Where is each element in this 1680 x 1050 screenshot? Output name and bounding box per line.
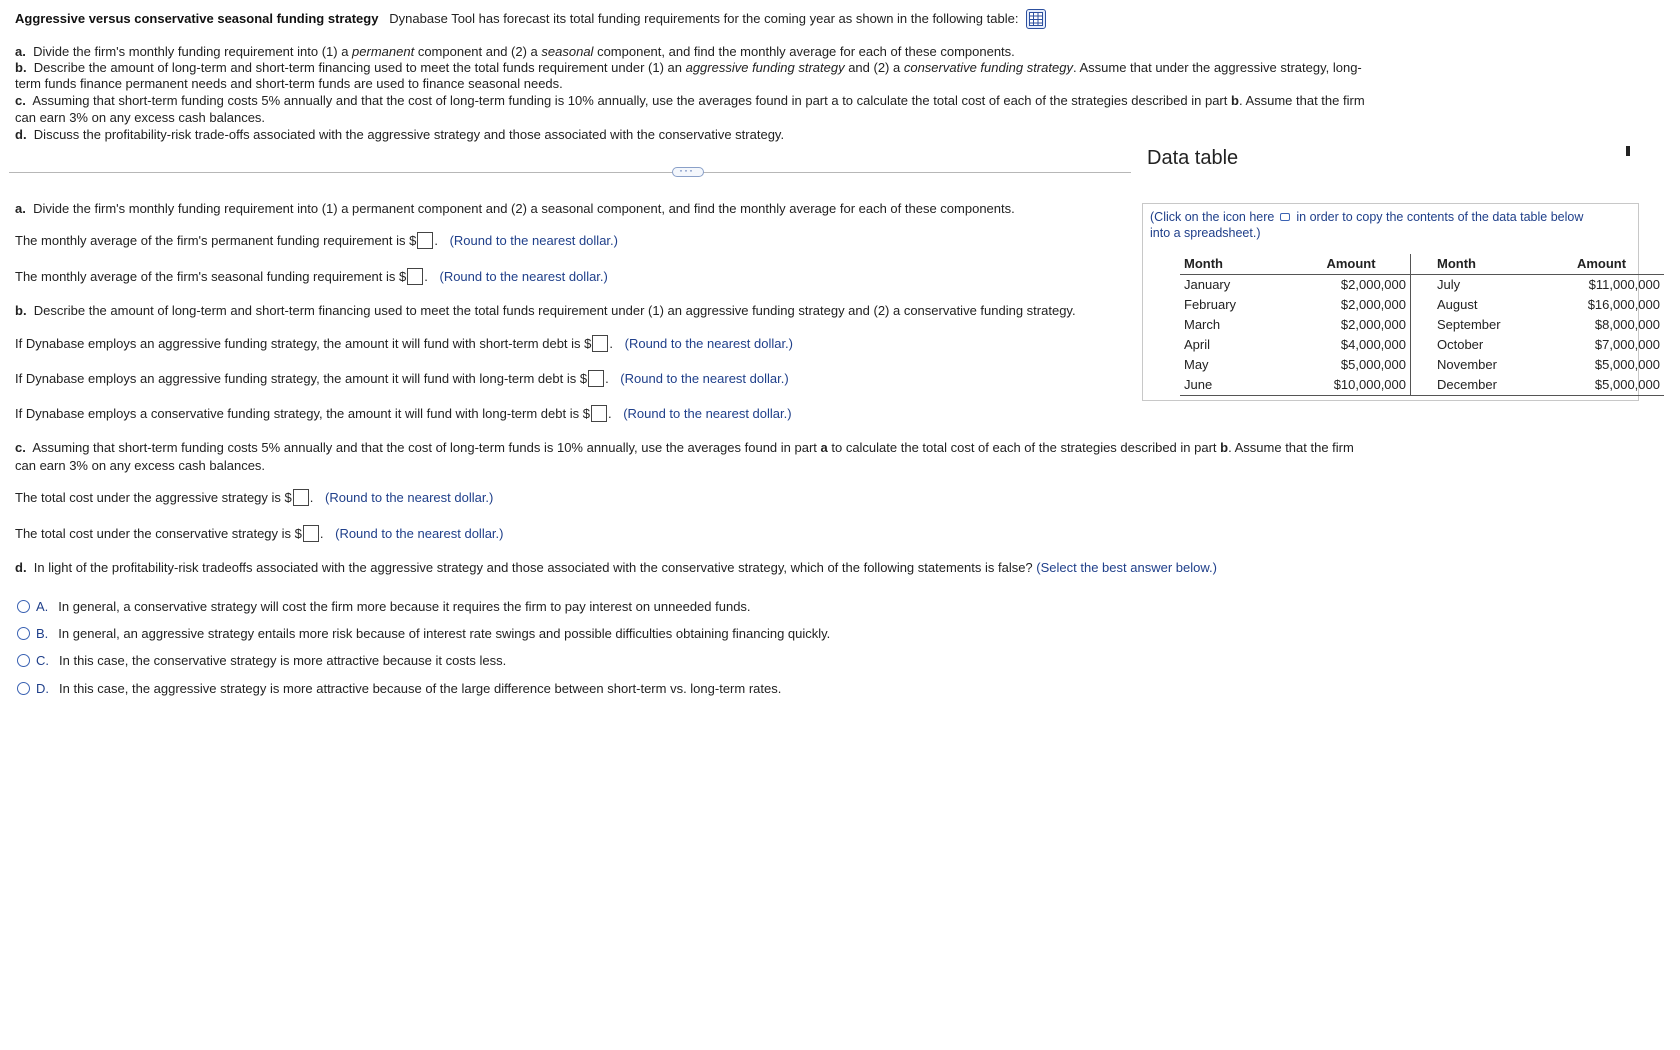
part-a-permanent-row: The monthly average of the firm's permanent funding requirement is $ . (Round to the nearest dollar.) [15,233,618,248]
intro-part-b-cont: term funds finance permanent needs and short-term funds are used to finance seasonal needs. [15,76,563,91]
problem-intro-text: Dynabase Tool has forecast its total funding requirements for the coming year as shown in the following table: [389,11,1019,26]
option-a[interactable]: A. In general, a conservative strategy will cost the firm more because it requires the firm to pay interest on unneeded funds. [17,599,751,615]
part-c-question: c. Assuming that short-term funding costs 5% annually and that the cost of long-term funds is 10% annually, use the averages found in part a to calculate the total cost of each of the strategies described in part b. Assume that the firm [15,440,1354,455]
month-cell: October [1411,335,1540,355]
table-row [1180,335,1664,355]
amount-cell: $11,000,000 [1588,277,1660,292]
section-divider [9,172,1131,173]
intro-part-c: c. Assuming that short-term funding costs 5% annually and that the cost of long-term funding is 10% annually, use the averages found in part a to calculate the total cost of each of the strategies described in part b. Assume that the firm [15,93,1365,108]
option-d-radio[interactable] [17,682,30,695]
table-row [1180,315,1664,335]
problem-title: Aggressive versus conservative seasonal funding strategy [15,11,379,26]
conservative-long-term-input[interactable] [591,405,607,422]
part-d-question: d. In light of the profitability-risk tradeoffs associated with the aggressive strategy and those associated with the conservative strategy, which of the following statements is false? (Select the best answer below.) [15,560,1217,575]
intro-part-d: d. Discuss the profitability-risk trade-offs associated with the aggressive strategy and those associated with the conservative strategy. [15,127,785,142]
month-cell: April [1184,337,1211,352]
part-c-row-2: The total cost under the conservative strategy is $ . (Round to the nearest dollar.) [15,526,504,541]
amount-cell: $5,000,000 [1340,357,1406,372]
option-a-radio[interactable] [17,600,30,613]
column-header-amount: Amount [1539,254,1664,275]
column-header-month: Month [1180,254,1292,275]
data-table-hint: (Click on the icon here in order to copy the contents of the data table below into a spreadsheet.) [1150,210,1584,240]
amount-cell: $2,000,000 [1340,317,1406,332]
permanent-average-input[interactable] [417,232,433,249]
option-b-radio[interactable] [17,627,30,640]
table-header-row [1180,254,1664,275]
amount-cell: $4,000,000 [1340,337,1406,352]
expand-button[interactable] [672,163,704,177]
funding-requirements-table [1180,254,1664,396]
amount-cell: $2,000,000 [1340,297,1406,312]
part-a-question: a. Divide the firm's monthly funding requirement into (1) a permanent component and (2) a seasonal component, and find the monthly average for each of these components. [15,201,1015,216]
seasonal-average-input[interactable] [407,268,423,285]
column-header-amount: Amount [1292,254,1411,275]
month-cell: May [1184,357,1209,372]
month-cell: March [1184,317,1221,332]
part-b-row-3: If Dynabase employs a conservative funding strategy, the amount it will fund with long-term debt is $ . (Round to the nearest dollar.) [15,406,792,421]
minimize-icon[interactable] [1626,146,1630,156]
month-cell: December [1411,375,1540,396]
amount-cell: $16,000,000 [1587,297,1660,312]
amount-cell: $8,000,000 [1594,317,1660,332]
aggressive-total-cost-input[interactable] [293,489,309,506]
part-b-row-2: If Dynabase employs an aggressive funding strategy, the amount it will fund with long-term debt is $ . (Round to the nearest dollar.) [15,371,789,386]
intro-part-b: b. Describe the amount of long-term and short-term financing used to meet the total funds requirement under (1) an aggressive funding strategy and (2) a conservative funding strategy. Assume that under the aggressive strategy, long- [15,60,1362,75]
part-b-row-1: If Dynabase employs an aggressive funding strategy, the amount it will fund with short-term debt is $ . (Round to the nearest dollar.) [15,336,794,351]
problem-header [15,8,1415,30]
table-row [1180,355,1664,375]
column-header-month: Month [1411,254,1540,275]
part-a-seasonal-row: The monthly average of the firm's seasonal funding requirement is $ . (Round to the nearest dollar.) [15,269,608,284]
data-table-icon[interactable] [1026,9,1046,29]
part-c-question-cont: can earn 3% on any excess cash balances. [15,458,266,473]
table-row [1180,375,1664,396]
intro-part-a: a. Divide the firm's monthly funding requirement into (1) a permanent component and (2) a seasonal component, and find the monthly average for each of these components. [15,44,1015,59]
part-c-row-1: The total cost under the aggressive strategy is $ . (Round to the nearest dollar.) [15,490,494,505]
month-cell: September [1411,315,1540,335]
month-cell: November [1411,355,1540,375]
amount-cell: $5,000,000 [1594,357,1660,372]
amount-cell: $2,000,000 [1340,277,1406,292]
ellipsis-icon: ··· [679,163,694,177]
table-row [1180,295,1664,315]
month-cell: February [1184,297,1237,312]
amount-cell: $5,000,000 [1539,375,1664,396]
amount-cell: $7,000,000 [1594,337,1660,352]
month-cell: January [1184,277,1231,292]
intro-part-c-cont: can earn 3% on any excess cash balances. [15,110,266,125]
copy-icon[interactable] [1280,213,1290,221]
option-c-radio[interactable] [17,654,30,667]
conservative-total-cost-input[interactable] [303,525,319,542]
option-c[interactable]: C. In this case, the conservative strategy is more attractive because it costs less. [17,653,506,669]
aggressive-long-term-input[interactable] [588,370,604,387]
part-b-question: b. Describe the amount of long-term and short-term financing used to meet the total funds requirement under (1) an aggressive funding strategy and (2) a conservative funding strategy. [15,303,1076,318]
data-table-title: Data table [1147,147,1239,169]
aggressive-short-term-input[interactable] [592,335,608,352]
month-cell: June [1180,375,1292,396]
month-cell: August [1411,295,1540,315]
amount-cell: $10,000,000 [1292,375,1411,396]
option-d[interactable]: D. In this case, the aggressive strategy is more attractive because of the large difference between short-term vs. long-term rates. [17,681,781,697]
option-b[interactable]: B. In general, an aggressive strategy entails more risk because of interest rate swings and possible difficulties obtaining financing quickly. [17,626,830,642]
table-row [1180,275,1664,296]
month-cell: July [1411,275,1540,296]
